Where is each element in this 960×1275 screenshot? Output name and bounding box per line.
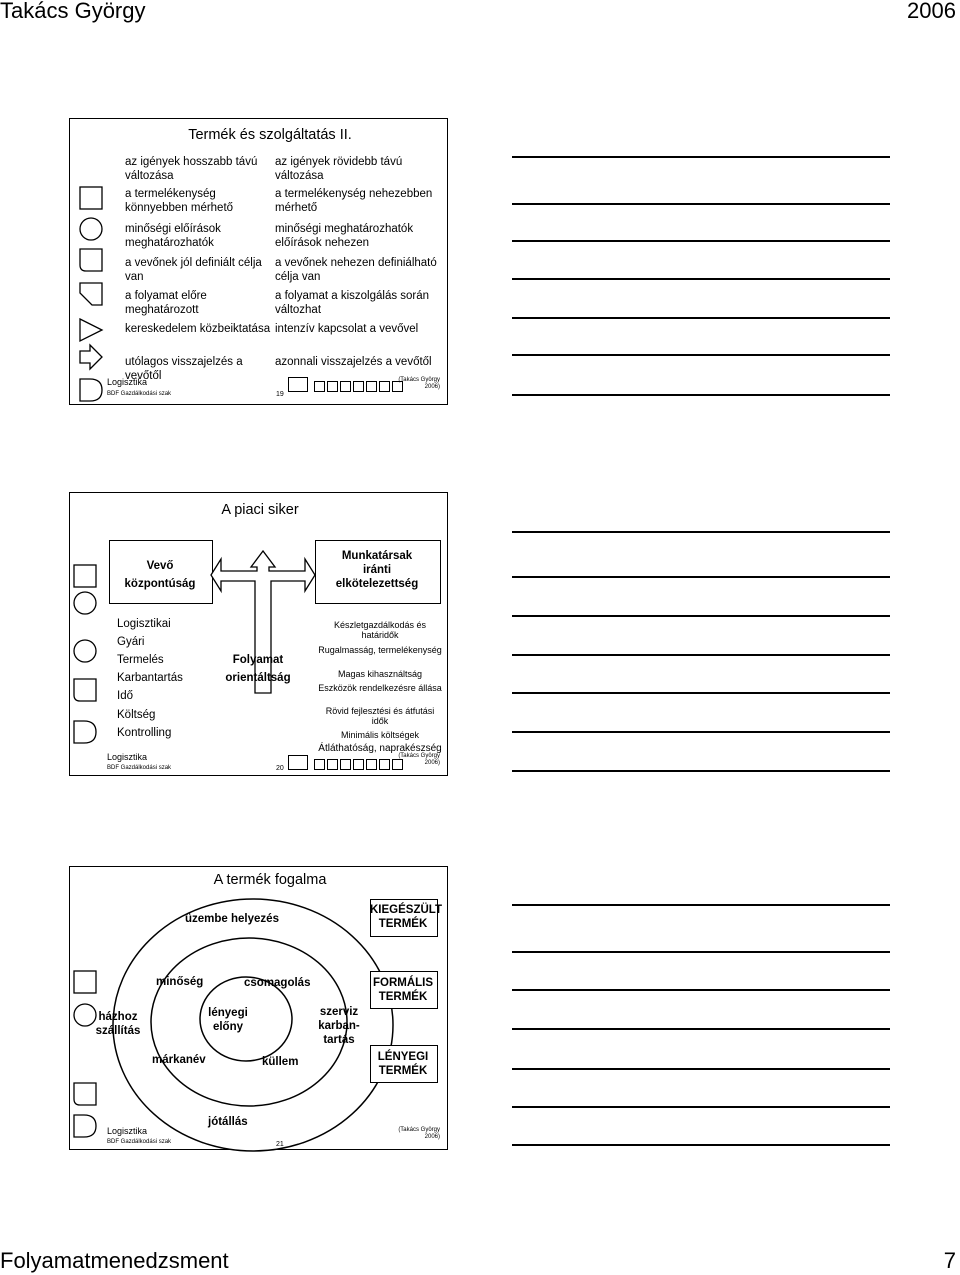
customer-focus-label: Vevő központúság: [124, 560, 196, 590]
label-packaging: csomagolás: [244, 977, 311, 989]
nav-square[interactable]: [340, 381, 351, 392]
slide-19: [69, 118, 448, 405]
right-item: a folyamat a kiszolgálás során változhat: [275, 290, 430, 316]
note-line: [512, 156, 890, 158]
list-item: Karbantartás: [117, 672, 183, 684]
note-line: [512, 531, 890, 533]
header-year: 2006: [907, 0, 956, 23]
nav-square[interactable]: [340, 759, 351, 770]
list-item: Termelés: [117, 654, 164, 666]
augmented-product-label: KIEGÉSZÜLT TERMÉK: [370, 904, 442, 930]
slide-nav[interactable]: [288, 377, 405, 388]
left-item: az igények hosszabb távú változása: [125, 156, 258, 182]
nav-square[interactable]: [314, 381, 325, 392]
note-line: [512, 951, 890, 953]
slide-number: 21: [276, 1141, 284, 1148]
label-appearance: küllem: [262, 1056, 299, 1068]
note-line: [512, 904, 890, 906]
slide-title: A piaci siker: [221, 502, 299, 518]
footer-title: Folyamatmenedzsment: [0, 1248, 229, 1273]
slide-20: [69, 492, 448, 776]
right-item: minőségi meghatározhatók előírások nehezen: [275, 223, 414, 249]
footer-school: BDF Gazdálkodási szak: [107, 391, 172, 397]
note-line: [512, 240, 890, 242]
process-orientation-label: Folyamat orientáltság: [225, 654, 291, 684]
slide-number: 19: [276, 391, 284, 398]
note-line: [512, 770, 890, 772]
footer-course: Logisztika: [107, 1126, 148, 1136]
label-core-benefit: lényegi előny: [208, 1007, 248, 1033]
slide-nav[interactable]: [288, 755, 405, 766]
label-quality: minőség: [156, 976, 204, 988]
right-item: a termelékenység nehezebben mérhető: [275, 188, 433, 214]
list-item: Logisztikai: [117, 618, 171, 630]
label-service-maintenance: szerviz karban- tartás: [318, 1006, 360, 1046]
footer-course: Logisztika: [107, 377, 148, 387]
list-item: Idő: [117, 690, 133, 702]
left-item: a vevőnek jól definiált célja van: [125, 257, 262, 283]
left-item: kereskedelem közbeiktatása: [125, 323, 271, 335]
list-item: Minimális költségek: [340, 730, 420, 740]
label-warranty: jótállás: [208, 1116, 248, 1128]
note-line: [512, 1106, 890, 1108]
nav-square[interactable]: [327, 381, 338, 392]
list-item: Rövid fejlesztési és átfutási idők: [325, 706, 435, 726]
note-line: [512, 278, 890, 280]
nav-square[interactable]: [366, 381, 377, 392]
header-author: Takács György: [0, 0, 146, 23]
list-item: Gyári: [117, 636, 145, 648]
list-item: Eszközök rendelkezésre állása: [318, 683, 442, 693]
credit: (Takács György 2006): [398, 753, 440, 766]
right-item: azonnali visszajelzés a vevőtől: [275, 356, 432, 368]
nav-square[interactable]: [379, 381, 390, 392]
note-line: [512, 989, 890, 991]
note-line: [512, 1068, 890, 1070]
slide-title: Termék és szolgáltatás II.: [188, 127, 352, 143]
nav-square[interactable]: [392, 759, 403, 770]
nav-square[interactable]: [353, 381, 364, 392]
note-line: [512, 654, 890, 656]
credit: (Takács György 2006): [398, 1127, 440, 1140]
core-product-label: LÉNYEGI TERMÉK: [377, 1051, 429, 1077]
list-item: Kontrolling: [117, 727, 172, 739]
nav-square[interactable]: [379, 759, 390, 770]
right-item: intenzív kapcsolat a vevővel: [275, 323, 419, 335]
return-icon[interactable]: [288, 755, 308, 770]
left-item: minőségi előírások meghatározhatók: [125, 223, 221, 249]
formal-product-label: FORMÁLIS TERMÉK: [372, 977, 434, 1003]
side-shapes: [78, 183, 110, 423]
note-line: [512, 1144, 890, 1146]
note-line: [512, 317, 890, 319]
note-line: [512, 731, 890, 733]
slide-title: A termék fogalma: [213, 872, 327, 888]
slide-21: [69, 866, 448, 1150]
note-line: [512, 1028, 890, 1030]
nav-square[interactable]: [314, 759, 325, 770]
nav-square[interactable]: [392, 381, 403, 392]
right-item: a vevőnek nehezen definiálható célja van: [275, 257, 437, 283]
left-item: utólagos visszajelzés a vevőtől: [125, 356, 243, 382]
list-item: Készletgazdálkodás és határidők: [333, 620, 427, 640]
right-item: az igények rövidebb távú változása: [275, 156, 403, 182]
list-item: Magas kihasználtság: [337, 669, 423, 679]
label-installation: üzembe helyezés: [185, 913, 279, 925]
nav-square[interactable]: [366, 759, 377, 770]
side-shapes: [72, 561, 104, 761]
credit: (Takács György 2006): [398, 377, 440, 390]
left-item: a termelékenység könnyebben mérhető: [125, 188, 234, 214]
note-line: [512, 692, 890, 694]
list-item: Átláthatóság, naprakészség: [318, 743, 442, 754]
footer-course: Logisztika: [107, 752, 148, 762]
list-item: Rugalmasság, termelékenység: [318, 645, 442, 655]
footer-page-number: 7: [943, 1248, 956, 1273]
note-line: [512, 576, 890, 578]
note-line: [512, 354, 890, 356]
nav-square[interactable]: [353, 759, 364, 770]
label-home-delivery: házhoz szállítás: [95, 1011, 141, 1037]
left-item: a folyamat előre meghatározott: [125, 290, 207, 316]
footer-school: BDF Gazdálkodási szak: [107, 765, 172, 771]
nav-square[interactable]: [327, 759, 338, 770]
list-item: Költség: [117, 709, 156, 721]
return-icon[interactable]: [288, 377, 308, 392]
employee-commitment-label: Munkatársak iránti elkötelezettség: [335, 550, 419, 590]
footer-school: BDF Gazdálkodási szak: [107, 1139, 172, 1145]
note-line: [512, 615, 890, 617]
note-line: [512, 394, 890, 396]
note-line: [512, 203, 890, 205]
label-brand-name: márkanév: [152, 1054, 206, 1066]
slide-number: 20: [276, 765, 284, 772]
